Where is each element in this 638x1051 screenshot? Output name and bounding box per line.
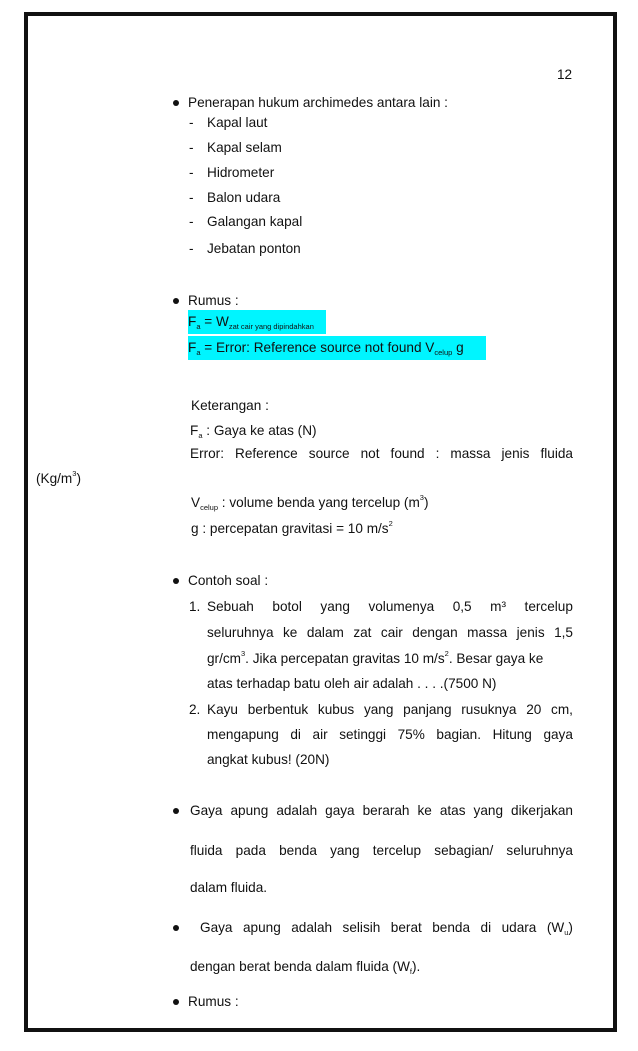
word: yang [473, 803, 504, 818]
keterangan-volume: $V_{celup}$ : volume benda yang tercelup $(m^3)$ [191, 493, 429, 512]
word: massa [467, 625, 508, 640]
word: ke [417, 803, 432, 818]
question-1-line-4: atas terhadap batu oleh air adalah . . . .(7500 N) [207, 676, 497, 691]
question-2-line-1 [207, 701, 573, 719]
word: massa [450, 446, 491, 461]
word: pada [235, 843, 266, 858]
word: panjang [403, 702, 452, 717]
subscript: u [564, 928, 569, 937]
bullet [173, 808, 179, 814]
rumus-heading: Rumus : [188, 293, 239, 308]
word: sebagian/ [434, 843, 494, 858]
word: kubus [317, 702, 355, 717]
buoyancy-def-2-line-1 [200, 919, 573, 937]
word: 75% [397, 727, 425, 742]
word: seluruhnya [506, 843, 573, 858]
word: selisih [342, 920, 381, 935]
formula-1: $F_a = W_{zat cair yang dipindahkan}$ [188, 310, 326, 334]
word: Kayu [207, 702, 238, 717]
word: Sebuah [207, 599, 254, 614]
word: botol [272, 599, 302, 614]
word: seluruhnya [207, 625, 274, 640]
word-end: ) [568, 920, 573, 935]
word: m³ [490, 599, 507, 614]
word: berarah [362, 803, 410, 818]
word: rusuknya [461, 702, 517, 717]
contoh-soal-heading: Contoh soal : [188, 573, 269, 588]
word: dengan [412, 625, 458, 640]
word: cair [380, 625, 403, 640]
list-item: Balon udara [207, 190, 281, 205]
dash-marker: - [189, 241, 194, 256]
word: (W [546, 920, 565, 935]
word: adalah [291, 920, 333, 935]
word: atas [439, 803, 466, 818]
question-2-number: 2. [189, 702, 201, 717]
keterangan-density-unit: $(Kg/m^3)$ [36, 469, 81, 486]
word: tercelup [372, 843, 422, 858]
dash-marker: - [189, 115, 194, 130]
question-2-line-2 [207, 726, 573, 744]
list-item: Jebatan ponton [207, 241, 301, 256]
word: adalah [276, 803, 318, 818]
word: Error: [190, 446, 224, 461]
section1-heading: Penerapan hukum archimedes antara lain : [188, 95, 448, 110]
word: Reference [235, 446, 298, 461]
rumus-heading-2: Rumus : [188, 994, 239, 1009]
word: 20 [526, 702, 542, 717]
question-1-line-3: $gr/cm^3$. Jika percepatan gravitas 10 $m/s^2$. Besar gaya ke [207, 649, 544, 666]
word: di [290, 727, 301, 742]
word: zat [353, 625, 372, 640]
word: berat [390, 920, 422, 935]
word: volumenya [368, 599, 435, 614]
word: : [435, 446, 440, 461]
word: gaya [543, 727, 573, 742]
word-group [547, 919, 573, 937]
word: not [360, 446, 380, 461]
word: tercelup [524, 599, 573, 614]
word: gaya [325, 803, 355, 818]
question-1-line-1 [207, 598, 573, 616]
bullet [173, 925, 179, 931]
word: fluida [190, 843, 223, 858]
word: benda [279, 843, 317, 858]
question-2-line-3: angkat kubus! (20N) [207, 752, 330, 767]
word: berbentuk [247, 702, 309, 717]
word: mengapung [207, 727, 279, 742]
bullet [173, 578, 179, 584]
keterangan-label: Keterangan : [191, 398, 269, 413]
word: yang [330, 843, 360, 858]
dash-marker: - [189, 214, 194, 229]
word: yang [363, 702, 394, 717]
buoyancy-def-1-line-3: dalam fluida. [190, 880, 268, 895]
list-item: Kapal selam [207, 140, 282, 155]
word: Gaya [200, 920, 233, 935]
bullet [173, 999, 179, 1005]
dash-marker: - [189, 165, 194, 180]
word: apung [242, 920, 281, 935]
word: air [312, 727, 328, 742]
word: ke [282, 625, 298, 640]
dash-marker: - [189, 190, 194, 205]
word: setinggi [339, 727, 387, 742]
word: 0,5 [452, 599, 472, 614]
keterangan-gravity: g : percepatan gravitasi = 10 $m/s^2$ [191, 519, 393, 536]
word: jenis [501, 446, 530, 461]
question-1-line-2 [207, 624, 573, 642]
word: found [390, 446, 425, 461]
word: jenis [516, 625, 545, 640]
word: dalam [306, 625, 344, 640]
buoyancy-def-2-line-2: dengan berat benda dalam fluida $(W_f)$. [190, 959, 421, 976]
list-item: Hidrometer [207, 165, 275, 180]
list-item: Kapal laut [207, 115, 268, 130]
word: Gaya [190, 803, 223, 818]
bullet [173, 298, 179, 304]
word: 1,5 [554, 625, 573, 640]
dash-marker: - [189, 140, 194, 155]
keterangan-density [190, 445, 573, 463]
word: di [480, 920, 492, 935]
keterangan-fa: $F_a$ : Gaya ke atas (N) [190, 423, 317, 440]
word: yang [320, 599, 350, 614]
formula-2: $F_a$ = Error: Reference source not found $V_{celup}$ g [188, 336, 486, 360]
bullet [173, 100, 179, 106]
word: dikerjakan [511, 803, 573, 818]
word: Hitung [492, 727, 532, 742]
word: source [308, 446, 350, 461]
word: cm, [551, 702, 573, 717]
word: apung [230, 803, 269, 818]
word: bagian. [436, 727, 482, 742]
word: udara [501, 920, 537, 935]
page-number: 12 [557, 67, 573, 82]
list-item: Galangan kapal [207, 214, 303, 229]
buoyancy-def-1-line-1 [190, 802, 573, 820]
question-1-number: 1. [189, 599, 201, 614]
word: benda [432, 920, 471, 935]
word: fluida [540, 446, 573, 461]
buoyancy-def-1-line-2 [190, 842, 573, 860]
